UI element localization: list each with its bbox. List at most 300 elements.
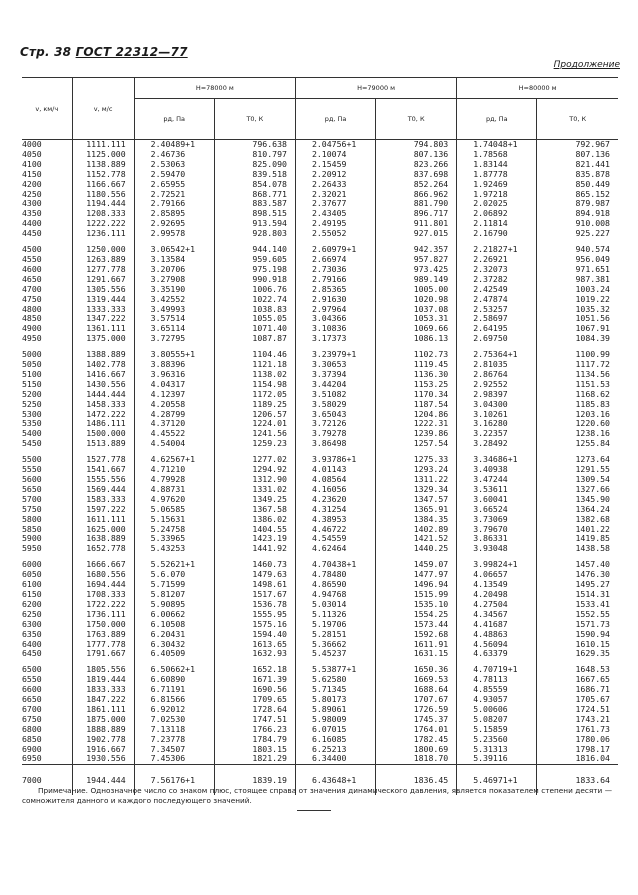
pressure-79k-cell: 4.31254	[295, 505, 375, 515]
temp-79k-cell: 1204.86	[376, 410, 457, 420]
temp-78k-cell: 1294.92	[214, 465, 295, 475]
pressure-79k-cell: 4.62464	[295, 544, 375, 554]
pressure-79k-cell: 2.85365	[295, 285, 375, 295]
speed-ms-cell: 1708.333	[72, 590, 134, 600]
pressure-79k-cell: 3.10836	[295, 324, 375, 334]
pressure-79k-cell: 6.34400	[295, 754, 375, 764]
temp-79k-cell: 896.717	[376, 209, 457, 219]
pressure-80k-cell: 4.93057	[457, 695, 537, 705]
pressure-80k-cell: 3.28492	[457, 439, 537, 449]
speed-kmh-cell: 6200	[22, 598, 42, 609]
speed-kmh-cell: 4850	[22, 313, 42, 324]
pressure-80k-cell: 3.16280	[457, 419, 537, 429]
temp-80k-cell: 1648.53	[537, 665, 618, 675]
temp-80k-cell: 792.967	[537, 140, 618, 150]
pressure-79k-cell: 5.62580	[295, 675, 375, 685]
speed-kmh-cell: 5500	[22, 454, 42, 465]
pressure-79k-cell: 3.58029	[295, 400, 375, 410]
pressure-78k-cell: 4.04317	[134, 380, 214, 390]
temp-79k-cell: 1102.73	[376, 350, 457, 360]
pressure-80k-cell: 2.21827+1	[457, 245, 537, 255]
temp-78k-cell: 1404.55	[214, 525, 295, 535]
speed-kmh-cell: 4700	[22, 283, 42, 294]
temp-79k-cell: 973.425	[376, 265, 457, 275]
pressure-78k-cell: 5.81207	[134, 590, 214, 600]
pressure-79k-cell: 2.15459	[295, 160, 375, 170]
temp-78k-cell: 1206.57	[214, 410, 295, 420]
speed-ms-cell: 1152.778	[72, 170, 134, 180]
pressure-78k-cell: 3.80555+1	[134, 350, 214, 360]
pressure-80k-cell: 4.70719+1	[457, 665, 537, 675]
temp-79k-cell: 1086.13	[376, 334, 457, 344]
speed-kmh-cell: 4350	[22, 208, 42, 219]
temp-78k-cell: 1784.79	[214, 735, 295, 745]
speed-ms-cell: 1902.778	[72, 735, 134, 745]
temp-80k-cell: 1151.53	[537, 380, 618, 390]
temp-79k-cell: 1764.01	[376, 725, 457, 735]
speed-ms-cell: 1791.667	[72, 649, 134, 659]
footnote: Примечание. Однозначное число со знаком плюс, стоящее справа от значения динамического давления, является показателем степени десяти — сомножителя данного и каждого последующего значений.	[22, 786, 612, 805]
temp-80k-cell: 1686.71	[537, 685, 618, 695]
speed-ms-cell: 1875.000	[72, 715, 134, 725]
speed-kmh-cell: 4400	[22, 218, 42, 229]
pressure-80k-cell: 5.08207	[457, 715, 537, 725]
temp-79k-cell: 1726.59	[376, 705, 457, 715]
table-row	[22, 630, 618, 640]
speed-kmh-cell: 5950	[22, 543, 42, 554]
speed-ms-cell: 1166.667	[72, 180, 134, 190]
temp-78k-cell: 898.515	[214, 209, 295, 219]
temp-78k-cell: 1312.90	[214, 475, 295, 485]
speed-kmh-cell: 5400	[22, 428, 42, 439]
temp-78k-cell: 1055.05	[214, 314, 295, 324]
temp-78k-cell: 1367.58	[214, 505, 295, 515]
temp-79k-cell: 1818.70	[376, 754, 457, 764]
table-row	[22, 754, 618, 764]
pressure-79k-cell: 6.43648+1	[295, 765, 375, 796]
temp-79k-cell: 1136.30	[376, 370, 457, 380]
pressure-78k-cell: 3.27908	[134, 275, 214, 285]
speed-kmh-cell: 4950	[22, 333, 42, 344]
temp-80k-cell: 1238.16	[537, 429, 618, 439]
speed-kmh-cell: 4650	[22, 273, 42, 284]
pressure-79k-cell: 2.04756+1	[295, 140, 375, 150]
pressure-80k-cell: 1.83144	[457, 160, 537, 170]
speed-kmh-cell: 6500	[22, 664, 42, 675]
temp-80k-cell: 807.136	[537, 150, 618, 160]
temp-80k-cell: 1255.84	[537, 439, 618, 449]
speed-ms-cell: 1555.556	[72, 475, 134, 485]
speed-kmh-cell: 5450	[22, 438, 42, 449]
table-row	[22, 544, 618, 554]
pressure-80k-cell: 1.87778	[457, 170, 537, 180]
speed-kmh-cell: 6400	[22, 638, 42, 649]
temp-80k-cell: 1185.83	[537, 400, 618, 410]
pressure-80k-cell: 3.53611	[457, 485, 537, 495]
pressure-78k-cell: 3.06542+1	[134, 245, 214, 255]
end-rule	[297, 810, 331, 811]
pressure-79k-cell: 2.37677	[295, 199, 375, 209]
pressure-78k-cell: 5.90895	[134, 600, 214, 610]
speed-kmh-cell: 5900	[22, 533, 42, 544]
speed-kmh-cell: 6550	[22, 674, 42, 685]
speed-ms-cell: 1208.333	[72, 209, 134, 219]
pressure-78k-cell: 6.00662	[134, 610, 214, 620]
speed-ms-cell: 1944.444	[72, 765, 134, 796]
temp-79k-cell: 1573.44	[376, 620, 457, 630]
temp-80k-cell: 1629.35	[537, 649, 618, 659]
pressure-78k-cell: 4.45522	[134, 429, 214, 439]
speed-ms-cell: 1861.111	[72, 705, 134, 715]
speed-ms-cell: 1180.556	[72, 190, 134, 200]
speed-ms-cell: 1388.889	[72, 350, 134, 360]
temp-80k-cell: 1590.94	[537, 630, 618, 640]
speed-kmh-cell: 5050	[22, 359, 42, 370]
temp-79k-cell: 1365.91	[376, 505, 457, 515]
temp-79k-cell: 1170.34	[376, 390, 457, 400]
temp-79k-cell: 837.698	[376, 170, 457, 180]
temp-80k-cell: 1382.68	[537, 515, 618, 525]
speed-kmh-cell: 6350	[22, 628, 42, 639]
pressure-80k-cell: 2.86764	[457, 370, 537, 380]
temperature-header: T0, К	[214, 99, 295, 140]
temp-78k-cell: 1575.16	[214, 620, 295, 630]
speed-ms-cell: 1361.111	[72, 324, 134, 334]
temp-79k-cell: 1440.25	[376, 544, 457, 554]
pressure-78k-cell: 2.46736	[134, 150, 214, 160]
temp-79k-cell: 881.790	[376, 199, 457, 209]
pressure-79k-cell: 5.36662	[295, 640, 375, 650]
pressure-79k-cell: 2.55052	[295, 229, 375, 239]
temp-80k-cell: 1833.64	[537, 765, 618, 796]
temp-80k-cell: 1610.15	[537, 640, 618, 650]
pressure-78k-cell: 5.15631	[134, 515, 214, 525]
speed-ms-cell: 1541.667	[72, 465, 134, 475]
pressure-79k-cell: 4.70438+1	[295, 560, 375, 570]
speed-ms-cell: 1750.000	[72, 620, 134, 630]
speed-ms-cell: 1819.444	[72, 675, 134, 685]
speed-ms-cell: 1138.889	[72, 160, 134, 170]
temp-78k-cell: 1747.51	[214, 715, 295, 725]
temp-78k-cell: 796.638	[214, 140, 295, 150]
velocity-ms-header: v, м/с	[72, 78, 134, 140]
pressure-79k-cell: 3.04366	[295, 314, 375, 324]
temp-79k-cell: 1275.33	[376, 455, 457, 465]
temp-78k-cell: 1839.19	[214, 765, 295, 796]
pressure-80k-cell: 3.22357	[457, 429, 537, 439]
pressure-80k-cell: 4.85559	[457, 685, 537, 695]
temp-78k-cell: 1479.63	[214, 570, 295, 580]
temp-78k-cell: 944.140	[214, 245, 295, 255]
temp-80k-cell: 1309.54	[537, 475, 618, 485]
speed-kmh-cell: 5000	[22, 349, 42, 360]
pressure-79k-cell: 5.71345	[295, 685, 375, 695]
temp-80k-cell: 1533.41	[537, 600, 618, 610]
pressure-79k-cell: 4.16056	[295, 485, 375, 495]
pressure-78k-cell: 7.56176+1	[134, 765, 214, 796]
temp-78k-cell: 1632.93	[214, 649, 295, 659]
pressure-79k-cell: 3.72126	[295, 419, 375, 429]
speed-ms-cell: 1736.111	[72, 610, 134, 620]
speed-ms-cell: 1236.111	[72, 229, 134, 239]
temp-79k-cell: 1119.45	[376, 360, 457, 370]
pressure-79k-cell: 3.17373	[295, 334, 375, 344]
temp-80k-cell: 987.381	[537, 275, 618, 285]
speed-ms-cell: 1777.778	[72, 640, 134, 650]
temp-79k-cell: 942.357	[376, 245, 457, 255]
pressure-79k-cell: 3.37394	[295, 370, 375, 380]
pressure-80k-cell: 2.16790	[457, 229, 537, 239]
speed-ms-cell: 1527.778	[72, 455, 134, 465]
speed-ms-cell: 1569.444	[72, 485, 134, 495]
pressure-78k-cell: 3.13584	[134, 255, 214, 265]
speed-kmh-cell: 6000	[22, 559, 42, 570]
pressure-80k-cell: 3.40938	[457, 465, 537, 475]
temp-79k-cell: 1421.52	[376, 534, 457, 544]
pressure-79k-cell: 2.49195	[295, 219, 375, 229]
temp-78k-cell: 1138.02	[214, 370, 295, 380]
pressure-78k-cell: 2.59470	[134, 170, 214, 180]
speed-ms-cell: 1444.444	[72, 390, 134, 400]
pressure-80k-cell: 5.31313	[457, 745, 537, 755]
temp-79k-cell: 1535.10	[376, 600, 457, 610]
temp-80k-cell: 956.049	[537, 255, 618, 265]
speed-kmh-cell: 5600	[22, 474, 42, 484]
temp-79k-cell: 1707.67	[376, 695, 457, 705]
pressure-78k-cell: 3.96316	[134, 370, 214, 380]
temp-80k-cell: 1743.21	[537, 715, 618, 725]
pressure-78k-cell: 6.92012	[134, 705, 214, 715]
pressure-header: pд, Па	[134, 99, 214, 140]
temp-78k-cell: 883.587	[214, 199, 295, 209]
temp-79k-cell: 989.149	[376, 275, 457, 285]
pressure-80k-cell: 5.46971+1	[457, 765, 537, 796]
temp-80k-cell: 971.651	[537, 265, 618, 275]
temp-78k-cell: 1172.05	[214, 390, 295, 400]
pressure-78k-cell: 3.88396	[134, 360, 214, 370]
speed-kmh-cell: 6100	[22, 579, 42, 590]
speed-kmh-cell: 4500	[22, 244, 42, 255]
temp-80k-cell: 1327.66	[537, 485, 618, 495]
pressure-80k-cell: 5.23560	[457, 735, 537, 745]
pressure-78k-cell: 7.23778	[134, 735, 214, 745]
pressure-78k-cell: 4.54004	[134, 439, 214, 449]
pressure-80k-cell: 5.00606	[457, 705, 537, 715]
speed-kmh-cell: 4750	[22, 293, 42, 304]
pressure-80k-cell: 2.42549	[457, 285, 537, 295]
temp-79k-cell: 1005.00	[376, 285, 457, 295]
pressure-80k-cell: 1.74048+1	[457, 140, 537, 150]
speed-kmh-cell: 5550	[22, 464, 42, 475]
pressure-79k-cell: 5.53877+1	[295, 665, 375, 675]
temp-78k-cell: 1671.39	[214, 675, 295, 685]
temp-79k-cell: 866.962	[376, 190, 457, 200]
speed-ms-cell: 1638.889	[72, 534, 134, 544]
pressure-78k-cell: 5.71599	[134, 580, 214, 590]
speed-kmh-cell: 4050	[22, 148, 42, 159]
pressure-78k-cell: 5.6.070	[134, 570, 214, 580]
temp-78k-cell: 1460.73	[214, 560, 295, 570]
temp-80k-cell: 1051.56	[537, 314, 618, 324]
pressure-80k-cell: 2.75364+1	[457, 350, 537, 360]
speed-ms-cell: 1513.889	[72, 439, 134, 449]
speed-ms-cell: 1486.111	[72, 419, 134, 429]
pressure-78k-cell: 2.53063	[134, 160, 214, 170]
pressure-80k-cell: 2.81035	[457, 360, 537, 370]
temp-80k-cell: 1816.04	[537, 754, 618, 764]
temp-78k-cell: 1555.95	[214, 610, 295, 620]
temp-79k-cell: 1402.89	[376, 525, 457, 535]
temp-80k-cell: 1084.39	[537, 334, 618, 344]
pressure-78k-cell: 5.33965	[134, 534, 214, 544]
table-row	[22, 649, 618, 659]
temp-78k-cell: 975.198	[214, 265, 295, 275]
speed-ms-cell: 1111.111	[72, 140, 134, 150]
pressure-78k-cell: 6.40509	[134, 649, 214, 659]
pressure-80k-cell: 3.10261	[457, 410, 537, 420]
temp-79k-cell: 1153.25	[376, 380, 457, 390]
speed-kmh-cell: 5100	[22, 368, 42, 379]
pressure-78k-cell: 4.88731	[134, 485, 214, 495]
pressure-80k-cell: 4.34567	[457, 610, 537, 620]
speed-kmh-cell: 4000	[22, 139, 42, 149]
temp-80k-cell: 1667.65	[537, 675, 618, 685]
temp-79k-cell: 1329.34	[376, 485, 457, 495]
speed-kmh-cell: 5300	[22, 408, 42, 419]
pressure-79k-cell: 6.25213	[295, 745, 375, 755]
temp-78k-cell: 1652.18	[214, 665, 295, 675]
pressure-80k-cell: 4.48863	[457, 630, 537, 640]
speed-ms-cell: 1430.556	[72, 380, 134, 390]
speed-kmh-cell: 6450	[22, 648, 42, 659]
temp-78k-cell: 854.078	[214, 180, 295, 190]
temp-78k-cell: 1709.65	[214, 695, 295, 705]
pressure-78k-cell: 4.79928	[134, 475, 214, 485]
temp-78k-cell: 1821.29	[214, 754, 295, 764]
temp-80k-cell: 1419.85	[537, 534, 618, 544]
speed-ms-cell: 1277.778	[72, 265, 134, 275]
speed-ms-cell: 1930.556	[72, 754, 134, 764]
altitude-header: H=78000 м	[134, 78, 295, 99]
pressure-79k-cell: 4.08564	[295, 475, 375, 485]
pressure-80k-cell: 1.97218	[457, 190, 537, 200]
altitude-header: H=80000 м	[457, 78, 618, 99]
pressure-78k-cell: 2.99578	[134, 229, 214, 239]
temp-80k-cell: 1100.99	[537, 350, 618, 360]
temp-79k-cell: 927.015	[376, 229, 457, 239]
speed-kmh-cell: 7000	[22, 765, 72, 796]
temp-80k-cell: 1067.91	[537, 324, 618, 334]
pressure-80k-cell: 4.13549	[457, 580, 537, 590]
pressure-78k-cell: 4.28799	[134, 410, 214, 420]
speed-ms-cell: 1597.222	[72, 505, 134, 515]
temperature-header: T0, К	[376, 99, 457, 140]
temp-80k-cell: 1514.31	[537, 590, 618, 600]
pressure-80k-cell: 2.02025	[457, 199, 537, 209]
pressure-80k-cell: 3.34686+1	[457, 455, 537, 465]
temp-78k-cell: 1690.56	[214, 685, 295, 695]
temp-80k-cell: 850.449	[537, 180, 618, 190]
pressure-80k-cell: 2.53257	[457, 305, 537, 315]
pressure-79k-cell: 5.98009	[295, 715, 375, 725]
table-row	[22, 295, 618, 305]
temp-80k-cell: 1273.64	[537, 455, 618, 465]
pressure-78k-cell: 5.52621+1	[134, 560, 214, 570]
pressure-79k-cell: 4.86590	[295, 580, 375, 590]
pressure-80k-cell: 4.78113	[457, 675, 537, 685]
temp-78k-cell: 1189.25	[214, 400, 295, 410]
pressure-79k-cell: 3.93786+1	[295, 455, 375, 465]
speed-kmh-cell: 4300	[22, 198, 42, 209]
temp-80k-cell: 1495.27	[537, 580, 618, 590]
temp-79k-cell: 807.136	[376, 150, 457, 160]
table-row	[22, 439, 618, 449]
pressure-79k-cell: 2.32021	[295, 190, 375, 200]
temp-78k-cell: 1224.01	[214, 419, 295, 429]
temp-79k-cell: 1669.53	[376, 675, 457, 685]
pressure-79k-cell: 5.03014	[295, 600, 375, 610]
pressure-79k-cell: 6.16085	[295, 735, 375, 745]
temperature-header: T0, К	[537, 99, 618, 140]
temp-79k-cell: 794.803	[376, 140, 457, 150]
table-body	[22, 140, 618, 796]
temp-80k-cell: 910.008	[537, 219, 618, 229]
temp-79k-cell: 852.264	[376, 180, 457, 190]
pressure-80k-cell: 5.15859	[457, 725, 537, 735]
pressure-80k-cell: 2.69750	[457, 334, 537, 344]
temp-78k-cell: 1006.76	[214, 285, 295, 295]
pressure-78k-cell: 4.20558	[134, 400, 214, 410]
speed-kmh-cell: 4250	[22, 188, 42, 199]
speed-kmh-cell: 5700	[22, 493, 42, 504]
pressure-80k-cell: 3.73069	[457, 515, 537, 525]
temp-79k-cell: 1187.54	[376, 400, 457, 410]
pressure-80k-cell: 5.39116	[457, 754, 537, 764]
speed-ms-cell: 1416.667	[72, 370, 134, 380]
pressure-79k-cell: 4.01143	[295, 465, 375, 475]
pressure-80k-cell: 3.79670	[457, 525, 537, 535]
pressure-79k-cell: 3.79278	[295, 429, 375, 439]
pressure-79k-cell: 3.86498	[295, 439, 375, 449]
pressure-79k-cell: 3.65043	[295, 410, 375, 420]
speed-ms-cell: 1625.000	[72, 525, 134, 535]
speed-kmh-cell: 4800	[22, 303, 42, 314]
temp-78k-cell: 1241.56	[214, 429, 295, 439]
temp-79k-cell: 1257.54	[376, 439, 457, 449]
velocity-kmh-header: v, км/ч	[22, 78, 72, 140]
speed-kmh-cell: 4100	[22, 158, 42, 169]
speed-kmh-cell: 6650	[22, 694, 42, 705]
speed-ms-cell: 1652.778	[72, 544, 134, 554]
temp-79k-cell: 1293.24	[376, 465, 457, 475]
speed-ms-cell: 1583.333	[72, 495, 134, 505]
temp-79k-cell: 1069.66	[376, 324, 457, 334]
speed-kmh-cell: 6900	[22, 743, 42, 754]
temp-80k-cell: 1438.58	[537, 544, 618, 554]
pressure-79k-cell: 4.54559	[295, 534, 375, 544]
temp-80k-cell: 1019.22	[537, 295, 618, 305]
pressure-78k-cell: 3.49993	[134, 305, 214, 315]
pressure-78k-cell: 2.40489+1	[134, 140, 214, 150]
temp-79k-cell: 957.827	[376, 255, 457, 265]
pressure-78k-cell: 7.02530	[134, 715, 214, 725]
speed-ms-cell: 1250.000	[72, 245, 134, 255]
temp-79k-cell: 1650.36	[376, 665, 457, 675]
speed-ms-cell: 1194.444	[72, 199, 134, 209]
temp-80k-cell: 940.574	[537, 245, 618, 255]
temp-80k-cell: 1291.55	[537, 465, 618, 475]
temp-80k-cell: 1724.51	[537, 705, 618, 715]
